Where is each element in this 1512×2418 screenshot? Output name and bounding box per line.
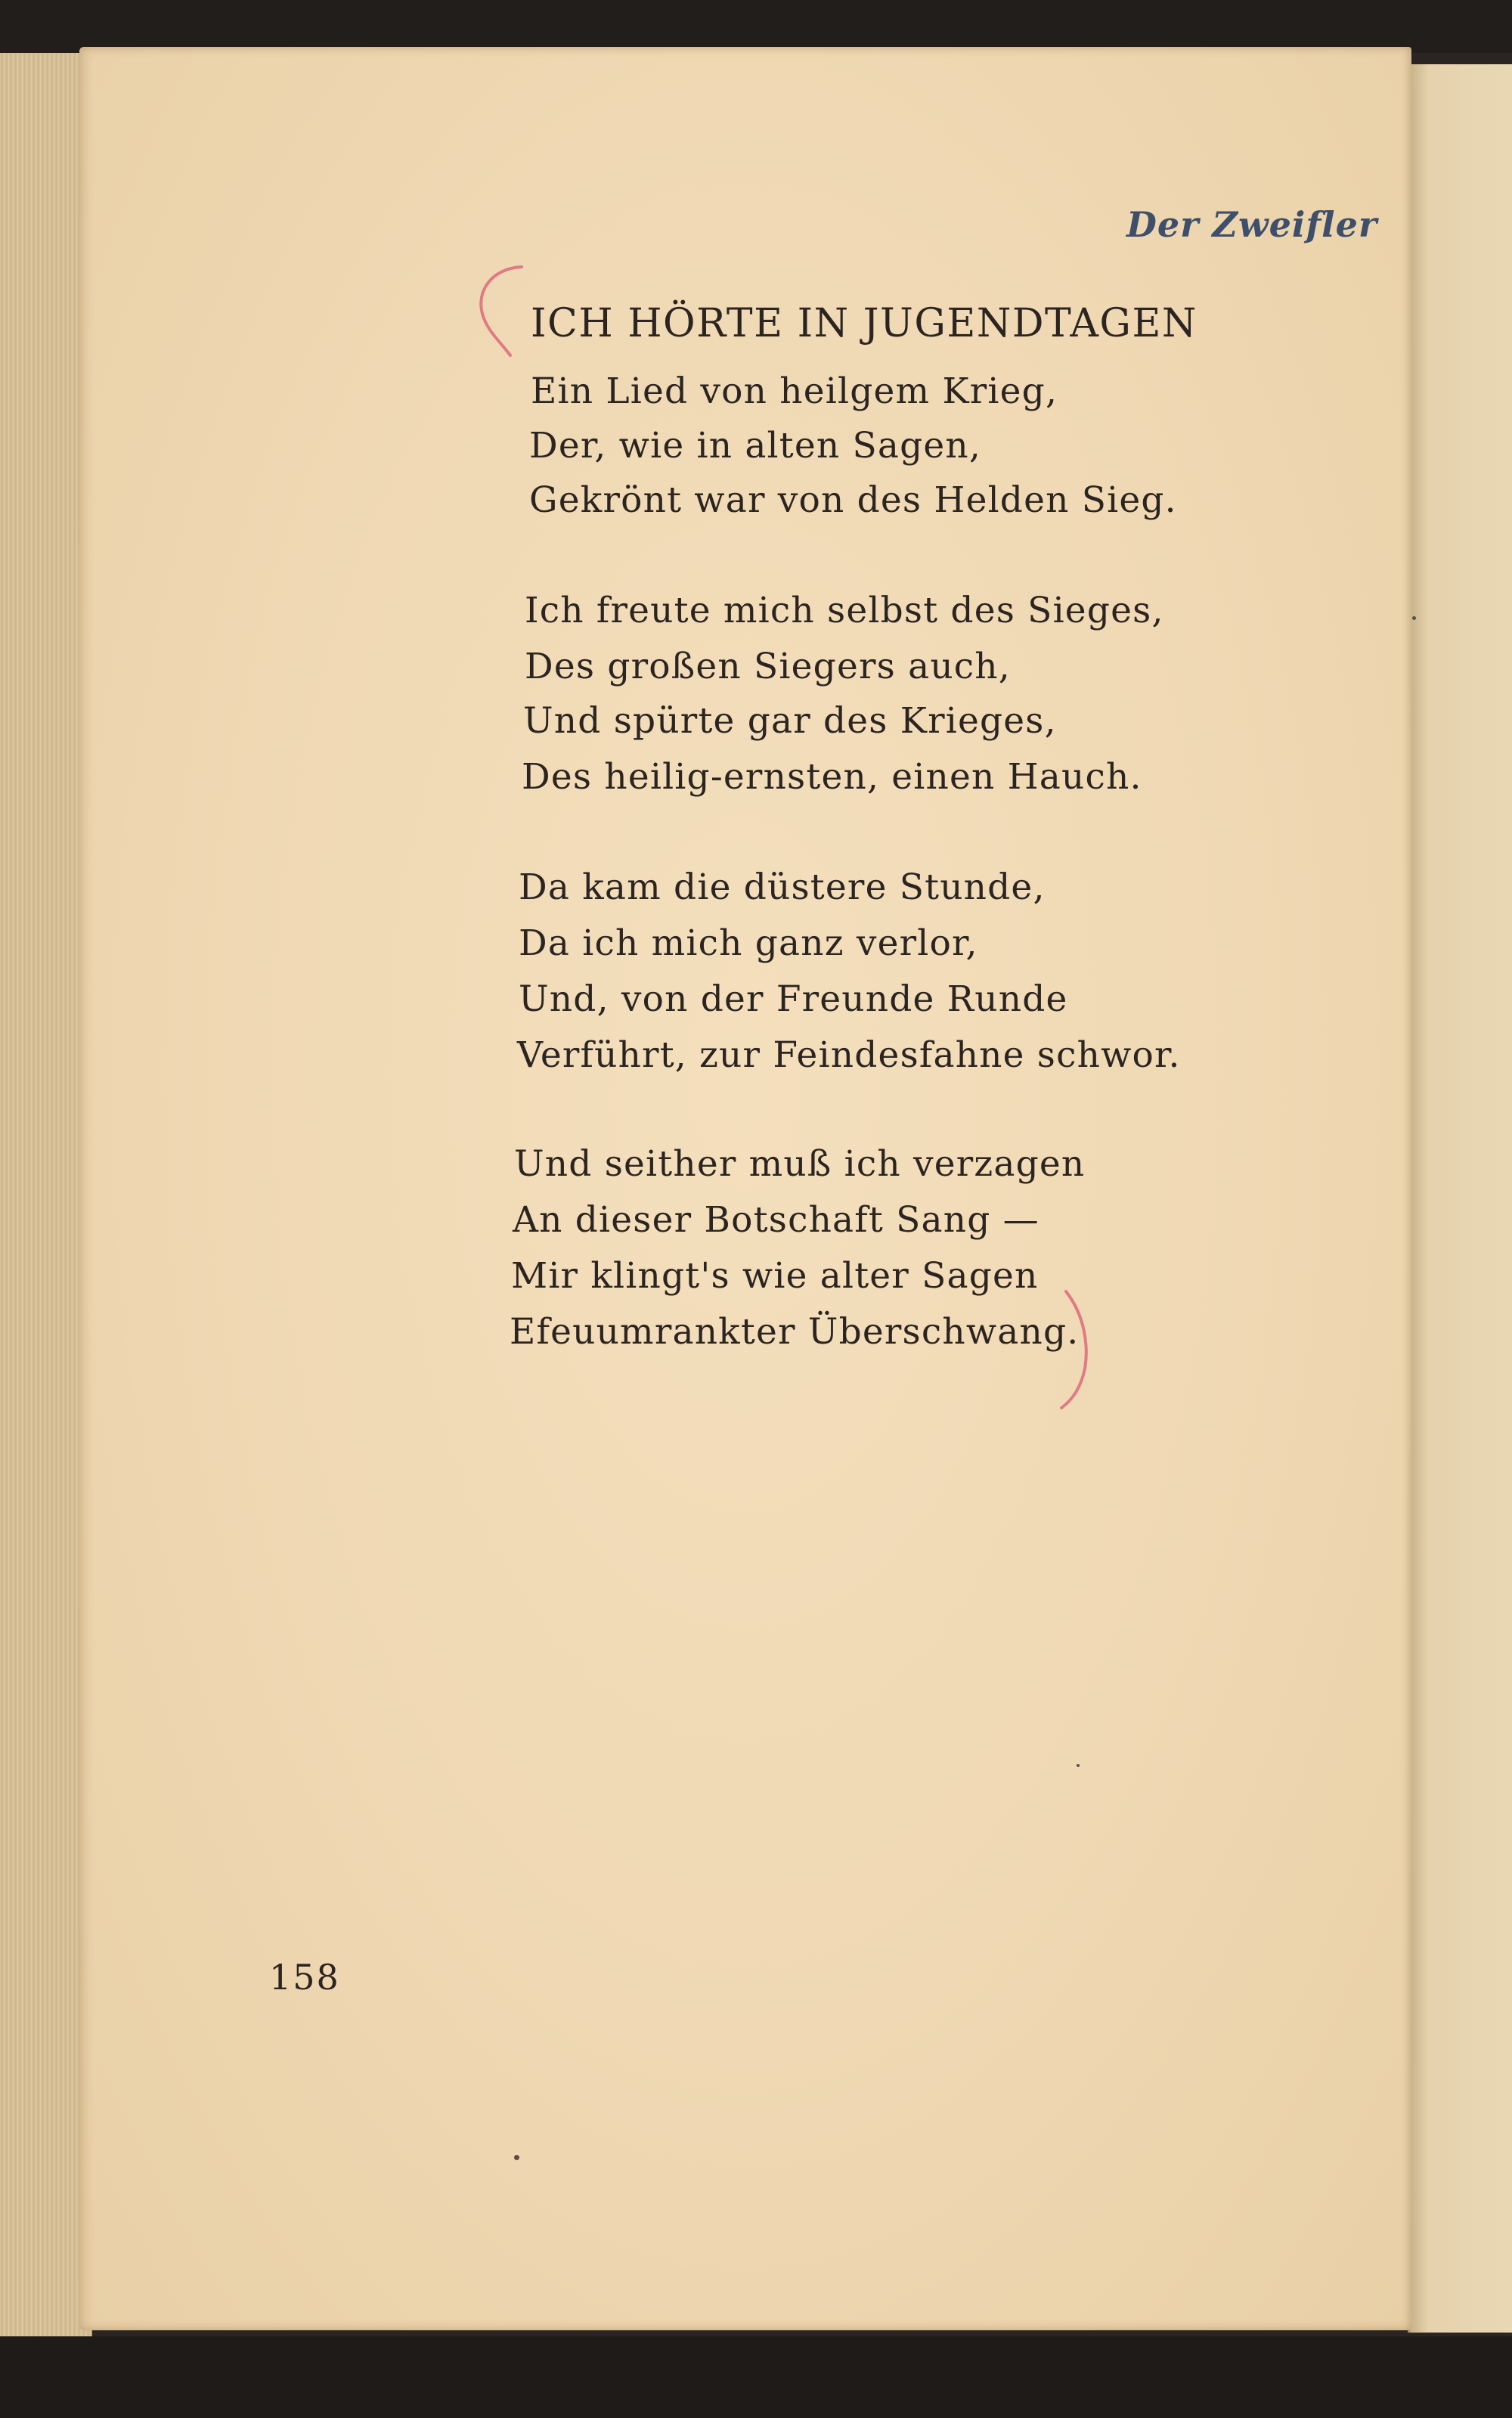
paper-speck (1412, 616, 1416, 620)
paper-speck (514, 2155, 519, 2160)
poem-line: Verführt, zur Feindesfahne schwor. (517, 1034, 1181, 1076)
poem-line: Gekrönt war von des Helden Sieg. (529, 479, 1177, 521)
poem-line: Efeuumrankter Überschwang. (510, 1311, 1080, 1353)
poem-line: Und spürte gar des Krieges, (523, 700, 1057, 742)
running-head: Der Zweifler (1126, 204, 1378, 245)
paper-speck (1077, 1764, 1080, 1767)
poem-line: Des heilig-ernsten, einen Hauch. (522, 756, 1142, 798)
poem-line: An dieser Botschaft Sang — (513, 1199, 1040, 1241)
poem-line: Ich freute mich selbst des Sieges, (525, 590, 1164, 631)
poem-line: ICH HÖRTE IN JUGENDTAGEN (531, 301, 1198, 346)
poem-line: Der, wie in alten Sagen, (529, 425, 982, 467)
poem-line: Da kam die düstere Stunde, (519, 866, 1046, 908)
poem-line: Des großen Siegers auch, (525, 646, 1011, 687)
poem-line: Und seither muß ich verzagen (514, 1143, 1086, 1185)
poem-line: Da ich mich ganz verlor, (519, 922, 978, 964)
poem-line: Ein Lied von heilgem Krieg, (531, 370, 1058, 412)
page-number: 158 (269, 1957, 340, 1998)
poem-line: Und, von der Freunde Runde (519, 978, 1068, 1020)
poem-line: Mir klingt's wie alter Sagen (511, 1255, 1039, 1297)
